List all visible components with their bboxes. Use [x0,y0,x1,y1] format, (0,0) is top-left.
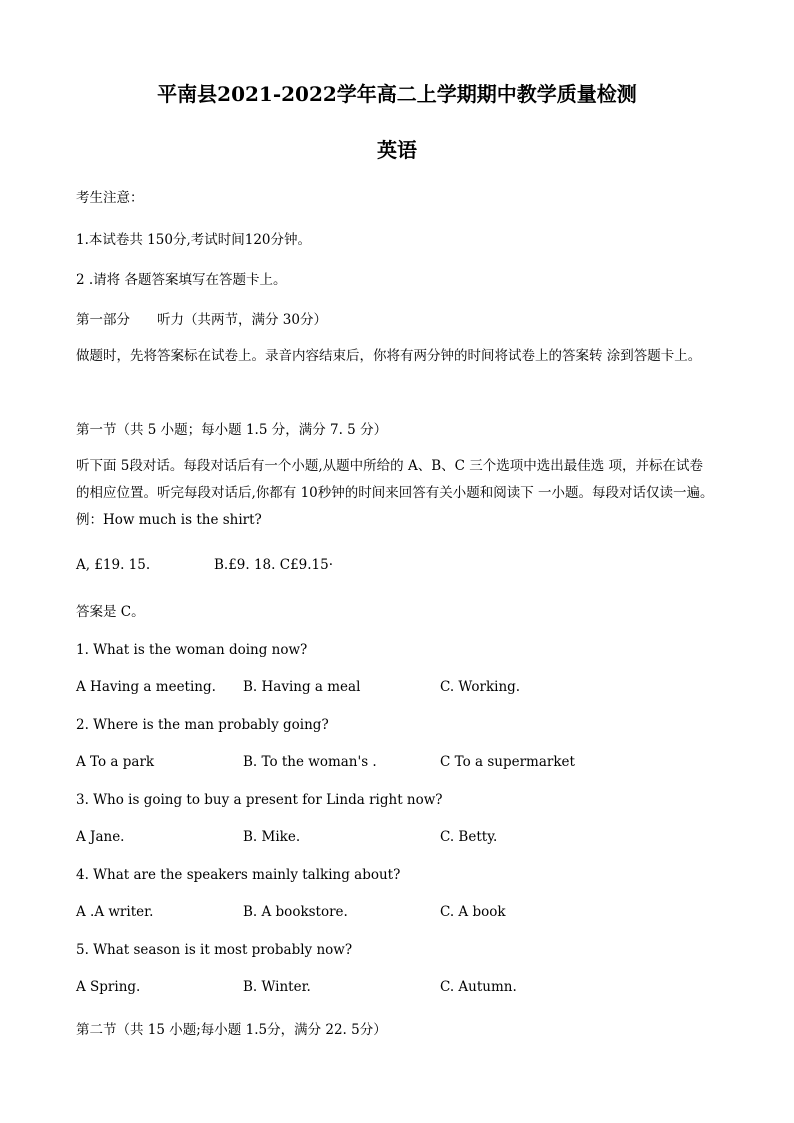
option-c: C To a supermarket [440,754,575,770]
section2-heading: 第二节（共 15 小题;每小题 1.5分，满分 22. 5分） [76,1022,387,1038]
subject-title: 英语 [377,138,417,162]
option-b: B. Mike. [243,829,301,845]
question-stem: 1. What is the woman doing now? [76,642,308,658]
exam-title: 平南县2021-2022学年高二上学期期中教学质量检测 [157,82,637,106]
option-c: C. Working. [440,679,521,695]
question-stem: 2. Where is the man probably going? [76,717,329,733]
question-stem: 3. Who is going to buy a present for Linda right now? [76,792,443,808]
notes-heading: 考生注意： [76,190,144,206]
part1-heading: 第一部分 听力（共两节，满分 30分） [76,312,327,328]
option-c: C. A book [440,904,506,920]
question-stem: 5. What season is it most probably now? [76,942,353,958]
option-c: C. Betty. [440,829,498,845]
question-stem: 4. What are the speakers mainly talking about? [76,867,401,883]
option-a: A Having a meeting. [76,679,216,695]
option-b: B. A bookstore. [243,904,348,920]
option-a: A To a park [76,754,155,770]
option-b: B. Having a meal [243,679,361,695]
option-b: B. To the woman's . [243,754,377,770]
notes-item-1: 1.本试卷共 150分,考试时间120分钟。 [76,232,311,248]
notes-item-2: 2 .请将 各题答案填写在答题卡上。 [76,272,287,288]
example-options-bc: B.£9. 18. C£9.15· [214,557,334,573]
example-option-a: A, £19. 15. [76,557,151,573]
example-answer: 答案是 C。 [76,604,145,620]
option-c: C. Autumn. [440,979,517,995]
section1-heading: 第一节（共 5 小题；每小题 1.5 分，满分 7. 5 分） [76,422,388,438]
part1-instruction: 做题时，先将答案标在试卷上。录音内容结束后，你将有两分钟的时间将试卷上的答案转 涂到答题卡上。 [76,348,702,364]
option-a: A Jane. [76,829,125,845]
option-a: A .A writer. [76,904,154,920]
option-a: A Spring. [76,979,141,995]
option-b: B. Winter. [243,979,311,995]
section1-instruction: 听下面 5段对话。每段对话后有一个小题,从题中所给的 A、B、C 三个选项中选出最佳选 项，并标在试卷的相应位置。听完每段对话后,你都有 10秒钟的时间来回答有关小题和阅读下 一小题。每段对话仅读一遍。 例：How much is the shirt? [76,458,714,528]
